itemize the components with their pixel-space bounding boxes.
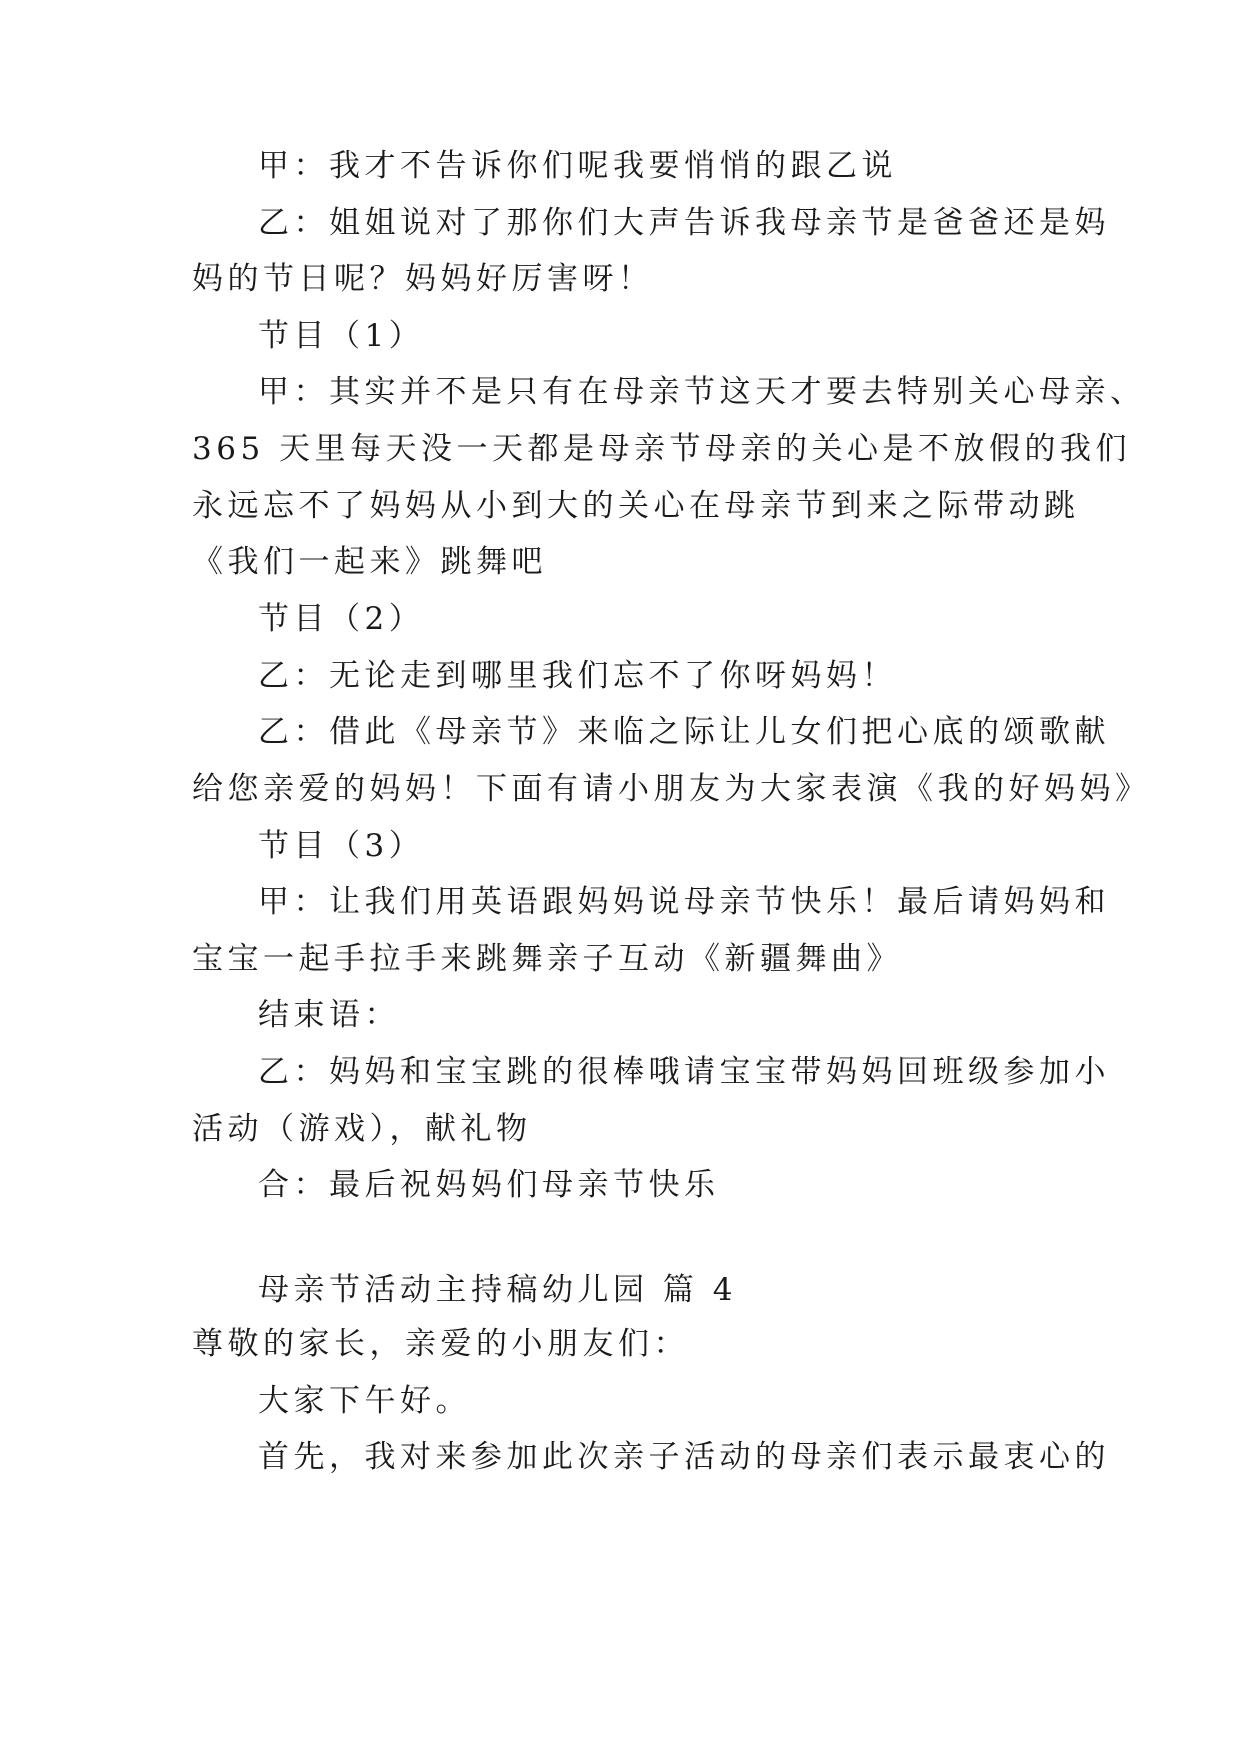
paragraph-line: 乙：姐姐说对了那你们大声告诉我母亲节是爸爸还是妈 (258, 205, 1110, 241)
paragraph-line: 甲：我才不告诉你们呢我要悄悄的跟乙说 (258, 148, 897, 184)
paragraph-line: 乙：妈妈和宝宝跳的很棒哦请宝宝带妈妈回班级参加小 (258, 1054, 1110, 1090)
paragraph-line: 活动（游戏），献礼物 (192, 1111, 532, 1147)
paragraph-line: 甲：让我们用英语跟妈妈说母亲节快乐！最后请妈妈和 (258, 884, 1110, 920)
program-heading: 节目（2） (258, 601, 425, 637)
paragraph-line: 宝宝一起手拉手来跳舞亲子互动《新疆舞曲》 (192, 941, 902, 977)
paragraph-line: 妈的节日呢？妈妈好厉害呀！ (192, 261, 654, 297)
paragraph-line: 首先，我对来参加此次亲子活动的母亲们表示最衷心的 (258, 1439, 1110, 1475)
greeting: 大家下午好。 (258, 1383, 471, 1419)
article-title: 母亲节活动主持稿幼儿园 篇 4 (258, 1272, 737, 1308)
paragraph-line: 《我们一起来》跳舞吧 (192, 544, 547, 580)
paragraph-line: 365 天里每天没一天都是母亲节母亲的关心是不放假的我们 (192, 431, 1132, 467)
program-heading: 节目（1） (258, 318, 425, 354)
paragraph-line: 乙：无论走到哪里我们忘不了你呀妈妈！ (258, 658, 897, 694)
paragraph-line: 永远忘不了妈妈从小到大的关心在母亲节到来之际带动跳 (192, 488, 1080, 524)
program-heading: 节目（3） (258, 828, 425, 864)
salutation: 尊敬的家长，亲爱的小朋友们： (192, 1326, 689, 1362)
paragraph-line: 甲：其实并不是只有在母亲节这天才要去特别关心母亲、 (258, 374, 1146, 410)
paragraph-line: 乙：借此《母亲节》来临之际让儿女们把心底的颂歌献 (258, 714, 1110, 750)
paragraph-line: 合：最后祝妈妈们母亲节快乐 (258, 1167, 720, 1203)
section-label: 结束语： (258, 997, 400, 1033)
paragraph-line: 给您亲爱的妈妈！下面有请小朋友为大家表演《我的好妈妈》 (192, 771, 1151, 807)
